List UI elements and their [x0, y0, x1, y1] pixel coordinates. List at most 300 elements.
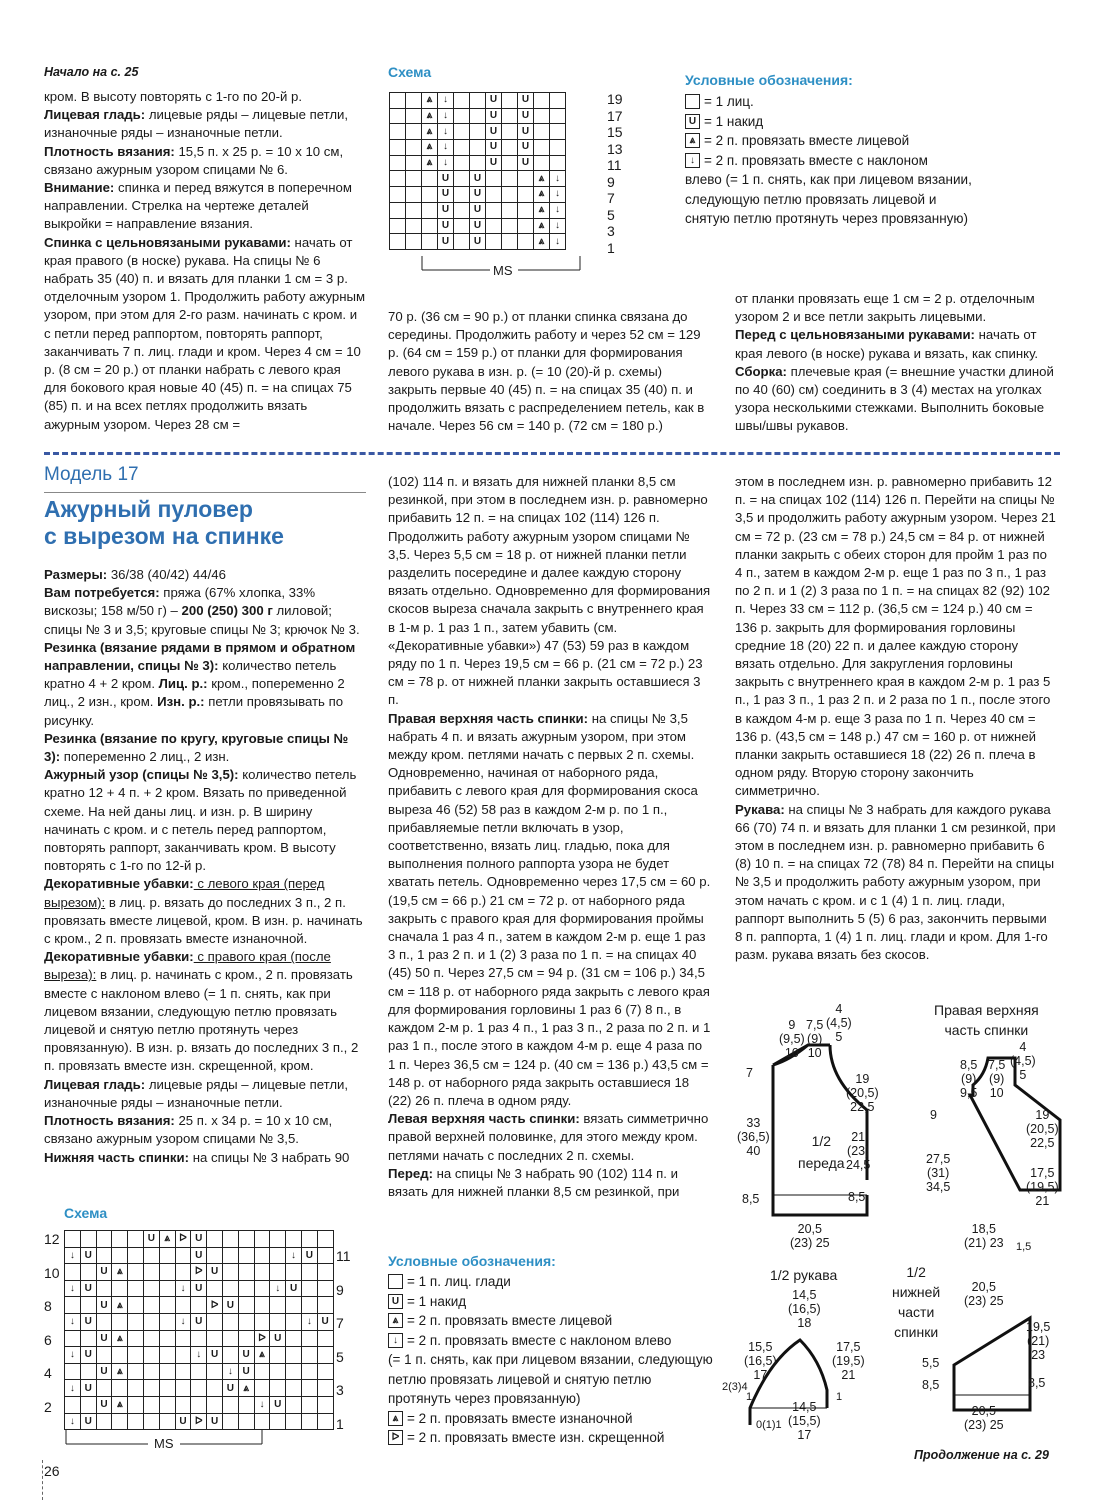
legend-item — [685, 151, 985, 171]
chart-cell — [128, 1363, 144, 1380]
chart-cell — [454, 187, 470, 203]
chart-cell: U — [191, 1247, 207, 1264]
front-bottom — [790, 1222, 830, 1250]
legend-text: = 1 лиц. — [704, 94, 754, 109]
chart-cell — [112, 1280, 128, 1297]
back-upper-top-a-2: 9,5 — [960, 1086, 978, 1100]
back-upper-top-c-0: 4 — [1019, 1040, 1027, 1054]
chart-cell — [406, 187, 422, 203]
chart-cell — [550, 140, 566, 156]
paragraph — [735, 290, 1057, 326]
back-upper-bottom-r: 1,5 — [1016, 1241, 1032, 1253]
chart-cell — [502, 93, 518, 109]
chart-cell — [96, 1380, 112, 1397]
sleeve-bottom-0: 14,5 — [792, 1400, 817, 1414]
chart-cell: U — [486, 108, 502, 124]
chart-cell — [191, 1396, 207, 1413]
model-title-line1: Ажурный пуловер — [44, 496, 253, 522]
knitting-chart-bottom — [64, 1230, 334, 1430]
chart-cell — [270, 1313, 286, 1330]
chart-cell — [159, 1413, 175, 1430]
chart-cell — [301, 1363, 317, 1380]
chart-cell — [317, 1380, 333, 1397]
chart-row-number: 5 — [336, 1348, 344, 1365]
chart-cell — [96, 1313, 112, 1330]
chart-cell — [143, 1363, 159, 1380]
chart-cell — [112, 1313, 128, 1330]
legend-symbol-icon: U — [388, 1294, 403, 1309]
paragraph — [44, 234, 366, 434]
chart-cell — [486, 171, 502, 187]
chart-cell: ⩓ — [534, 171, 550, 187]
chart-cell — [222, 1347, 238, 1364]
paragraph — [388, 473, 712, 710]
chart-cell: ᐅ — [207, 1297, 223, 1314]
back-upper-title-1: Правая верхняя — [934, 1002, 1039, 1018]
chart-cell — [65, 1396, 81, 1413]
chart-cell — [191, 1380, 207, 1397]
chart-cell — [422, 218, 438, 234]
para-text: на спицы № 3,5 набрать 4 п. и вязать ажурным узором, при этом между кром. петлями начать с первых 2 п. схемы. Одновременно, начиная от наборного ряда, прибавить с левого края для формирования скоса выреза 46 (52) 58 раз в каждом 2-м р. по 1 п., прибавляемые петли включать в узор, соответственно, вязать лиц. гладью, пока для выполнения полного раппорта узора не будет хватать петель. Одновременно через 17,5 см = 60 р. (19,5 см = 66 р.) 21 см = 72 р. от наборного ряда закрыть с правого края для формирования проймы сначала 1 раз 4 п., затем в каждом 2-м р. еще 1 раз 3 п., 1 раз 2 п. и 1 (2) 3 раза по 1 п. = на спицах 40 (45) 50 п. Через 27,5 см = 94 р. (31 см = 106 р.) 34,5 см = 118 р. от наборного ряда закрыть с левого края для формирования горловины 1 раз 6 (7) 8 п., в каждом 2-м р. 1 раз 4 п., 1 раз 3 п., 2 раза по 2 п. и 1 раз 1 п., после этого в каждом 4-м р. еще 4 раза по 1 п. Через 36,5 см = 124 р. (40 см = 136 р.) 43,5 см = 148 р. от наборного ряда закрыть оставшиеся 18 (22) 26 п. плеча в одном ряду. — [388, 710, 711, 1108]
para-text: 36/38 (40/42) 44/46 — [107, 567, 226, 582]
lower-back-right-b: 8,5 — [1028, 1376, 1046, 1390]
chart-cell: ↓ — [65, 1347, 81, 1364]
front-top-c-0: 4 — [835, 1002, 843, 1016]
chart-cell — [454, 93, 470, 109]
chart-cell: U — [143, 1231, 159, 1248]
chart-cell — [317, 1247, 333, 1264]
chart-cell: ⩓ — [422, 124, 438, 140]
para-label: Размеры: — [44, 567, 108, 582]
chart-cell — [207, 1330, 223, 1347]
para-label: Плотность вязания: — [44, 1113, 175, 1129]
chart-cell — [159, 1297, 175, 1314]
chart-cell — [128, 1330, 144, 1347]
chart-cell: U — [486, 124, 502, 140]
chart-cell — [534, 140, 550, 156]
chart-row-number: 1 — [336, 1416, 344, 1432]
chart-cell: ⩓ — [534, 202, 550, 218]
front-right-bot: 8,5 — [848, 1190, 866, 1204]
paragraph — [735, 801, 1057, 965]
chart-cell — [159, 1380, 175, 1397]
para-text: на спицы № 3 набрать 90 — [189, 1149, 350, 1165]
front-label-2: переда — [798, 1155, 845, 1171]
chart-cell: U — [238, 1363, 254, 1380]
chart-cell — [159, 1264, 175, 1281]
chart-cell: U — [317, 1313, 333, 1330]
chart-cell: U — [191, 1313, 207, 1330]
paragraph — [388, 1165, 712, 1201]
lower-back-title-2: нижней — [892, 1284, 941, 1300]
sleeve-title: 1/2 рукава — [770, 1267, 838, 1283]
sleeve-left3: 1 — [746, 1391, 753, 1403]
top-left-column — [44, 88, 366, 434]
sleeve-left-1: (16,5) — [744, 1354, 777, 1368]
chart-cell — [175, 1297, 191, 1314]
chart-cell — [422, 171, 438, 187]
front-top-a-2: 10 — [784, 1046, 799, 1060]
chart-cell — [534, 124, 550, 140]
chart-cell — [270, 1413, 286, 1430]
chart-cell — [254, 1264, 270, 1281]
right-column — [735, 473, 1057, 964]
chart-cell — [502, 155, 518, 171]
chart-cell: ⩓ — [238, 1380, 254, 1397]
chart-row-number: 6 — [44, 1331, 52, 1348]
chart-cell — [406, 234, 422, 250]
back-upper-right-top — [1026, 1108, 1059, 1150]
sleeve-right — [832, 1340, 865, 1382]
front-right-top — [846, 1072, 879, 1114]
chart-cell — [550, 124, 566, 140]
chart-cell: ↓ — [550, 234, 566, 250]
sleeve-left-0: 15,5 — [748, 1340, 773, 1354]
chart-cell — [518, 187, 534, 203]
chart-cell — [518, 202, 534, 218]
chart-cell — [406, 140, 422, 156]
back-upper-left-mid-2: 34,5 — [926, 1180, 951, 1194]
back-upper-top-a — [960, 1058, 977, 1100]
chart-row-number: 11 — [607, 157, 622, 173]
chart-cell — [175, 1264, 191, 1281]
chart-cell — [207, 1363, 223, 1380]
chart-cell — [143, 1330, 159, 1347]
chart-cell: U — [207, 1413, 223, 1430]
chart-cell: ↓ — [175, 1280, 191, 1297]
chart-cell: ↓ — [270, 1280, 286, 1297]
para-label: Декоративные убавки: — [44, 949, 194, 965]
para-label: Спинка с цельновязаными рукавами: — [44, 234, 291, 250]
front-top-b-0: 7,5 — [806, 1018, 824, 1032]
para-text: спинка и перед вяжутся в поперечном направлении. Стрелка на чертеже деталей выкройки = направление вязания. — [44, 180, 352, 232]
back-upper-top-b — [988, 1058, 1005, 1100]
chart-cell — [238, 1413, 254, 1430]
chart-cell — [222, 1396, 238, 1413]
legend-symbol-icon: ↓ — [685, 153, 700, 168]
chart-cell — [112, 1247, 128, 1264]
para-text: начать от края левого (в носке) рукава и вязать, как спинку. — [735, 327, 1039, 361]
chart-cell — [143, 1380, 159, 1397]
chart-cell: ↓ — [65, 1380, 81, 1397]
chart-cell — [390, 202, 406, 218]
chart-cell — [301, 1297, 317, 1314]
lower-back-bottom-1: (23) 25 — [964, 1418, 1004, 1432]
lower-back-title — [892, 1262, 940, 1342]
chart-cell — [128, 1247, 144, 1264]
chart-cell: ᐅ — [175, 1231, 191, 1248]
chart-row-number: 3 — [336, 1382, 344, 1399]
chart-cell: ↓ — [438, 93, 454, 109]
chart-cell — [191, 1297, 207, 1314]
chart-cell — [301, 1347, 317, 1364]
para-text: вязать симметрично правой верхней половинке, для этого между кром. петлями начать с последних 2 п. схемы. — [388, 1111, 709, 1163]
para-text: кром. В высоту повторять с 1-го по 20-й р. — [44, 89, 303, 104]
chart-cell — [534, 108, 550, 124]
chart-cell — [112, 1347, 128, 1364]
chart-cell — [207, 1380, 223, 1397]
lower-back-title-3: части — [897, 1304, 935, 1320]
chart-cell — [254, 1313, 270, 1330]
chart-cell: U — [96, 1297, 112, 1314]
chart-cell — [301, 1330, 317, 1347]
legend-text: = 2 п. провязать вместе изнаночной — [407, 1410, 633, 1426]
chart-cell — [80, 1330, 96, 1347]
chart-cell — [406, 202, 422, 218]
legend-text: = 2 п. провязать вместе лицевой — [407, 1313, 613, 1328]
chart-cell: U — [518, 140, 534, 156]
chart-cell — [191, 1330, 207, 1347]
chart-cell — [96, 1413, 112, 1430]
back-upper-left-mid-0: 27,5 — [926, 1152, 951, 1166]
chart-cell: U — [301, 1247, 317, 1264]
chart-cell — [406, 155, 422, 171]
chart-cell — [502, 202, 518, 218]
chart-cell: U — [486, 140, 502, 156]
chart-row — [65, 1347, 334, 1364]
chart-row-number: 8 — [44, 1298, 52, 1315]
schema-title-bottom: Схема — [64, 1205, 108, 1221]
legend-text: = 2 п. провязать вместе изн. скрещенной — [407, 1430, 665, 1445]
chart-cell — [286, 1396, 302, 1413]
paragraph — [44, 584, 366, 639]
legend-symbol-icon: ⩓ — [685, 133, 700, 148]
paragraph — [44, 106, 366, 142]
chart-cell: ↓ — [65, 1413, 81, 1430]
lower-back-title-1: 1/2 — [906, 1264, 926, 1280]
paragraph — [44, 1149, 366, 1167]
legend-item — [685, 112, 985, 132]
chart-cell — [470, 140, 486, 156]
chart-cell — [422, 202, 438, 218]
chart-cell: U — [438, 218, 454, 234]
front-top-c-2: 5 — [835, 1030, 843, 1044]
back-upper-right-mid-1: (19,5) — [1026, 1180, 1059, 1194]
para-text: в лиц. р. вязать до последних 3 п., 2 п. провязать вместе лицевой, кром. В изн. р. начинать с кром., 2 п. провязать вместе изнаночной. — [44, 894, 363, 947]
para-label: Левая верхняя часть спинки: — [388, 1111, 580, 1127]
chart-cell — [222, 1247, 238, 1264]
front-top-a-1: (9,5) — [779, 1032, 805, 1046]
chart-cell — [502, 234, 518, 250]
chart-cell — [502, 108, 518, 124]
chart-row-number: 7 — [336, 1315, 344, 1332]
chart-cell — [159, 1280, 175, 1297]
chart-cell — [222, 1231, 238, 1248]
chart-cell — [454, 155, 470, 171]
chart-cell: ↓ — [438, 140, 454, 156]
para-text: лицевые ряды – лицевые петли, изнаночные ряды – изнаночные петли. — [44, 107, 349, 141]
chart-cell: ↓ — [438, 108, 454, 124]
chart-cell: ↓ — [191, 1347, 207, 1364]
para-label: Лицевая гладь: — [44, 107, 146, 123]
paragraph — [735, 363, 1057, 436]
back-upper-top-a-0: 8,5 — [960, 1058, 978, 1072]
chart-cell: U — [470, 234, 486, 250]
legend-item — [388, 1428, 718, 1448]
footer-rule — [42, 1460, 43, 1500]
para-text: количество петель кратно 4 + 2 кром. — [44, 658, 337, 692]
left-column — [44, 566, 366, 1167]
front-right-top-1: (20,5) — [846, 1086, 879, 1100]
chart-cell — [270, 1247, 286, 1264]
chart-cell: ↓ — [65, 1313, 81, 1330]
back-upper-bottom — [964, 1222, 1004, 1250]
chart-cell — [222, 1280, 238, 1297]
chart-cell — [422, 187, 438, 203]
sleeve-top-2: 18 — [797, 1316, 812, 1330]
legend-symbol-icon — [388, 1274, 403, 1289]
chart-cell — [406, 108, 422, 124]
para-label: Вам потребуется: — [44, 585, 160, 601]
back-upper-top-c-2: 5 — [1019, 1068, 1027, 1082]
paragraph — [44, 948, 366, 1075]
legend-text: = 2 п. провязать вместе лицевой — [704, 133, 910, 148]
chart-cell — [454, 124, 470, 140]
sleeve-left-2: 17 — [753, 1368, 768, 1382]
chart-cell: ↓ — [254, 1396, 270, 1413]
chart-cell: U — [438, 202, 454, 218]
para-text: количество петель кратно 12 + 4 п. + 2 кром. Вязать по приведенной схеме. На ней даны лиц. и изн. р. В ширину начинать с кром. и с петель перед раппортом, повторять раппорт, заканчивать кром. В высоту повторять с 1-го по 12-й р. — [44, 767, 357, 874]
sleeve-top-1: (16,5) — [788, 1302, 821, 1316]
paragraph — [44, 88, 366, 106]
front-right-mid-0: 21 — [851, 1130, 866, 1144]
legend-top — [685, 92, 985, 170]
chart-cell — [502, 140, 518, 156]
schema-title-top: Схема — [388, 64, 432, 80]
lower-back-right — [1026, 1320, 1050, 1362]
chart-row — [65, 1247, 334, 1264]
lower-back-top-1: (23) 25 — [964, 1294, 1004, 1308]
chart-cell — [470, 108, 486, 124]
chart-cell — [286, 1347, 302, 1364]
chart-cell — [286, 1264, 302, 1281]
page-number: 26 — [44, 1463, 60, 1479]
back-upper-right-top-2: 22,5 — [1030, 1136, 1055, 1150]
chart-cell: U — [518, 155, 534, 171]
chart-cell — [390, 93, 406, 109]
para-label: Лицевая гладь: — [44, 1076, 146, 1092]
section-separator — [44, 452, 1060, 455]
chart-cell — [222, 1330, 238, 1347]
chart-cell: ↓ — [222, 1363, 238, 1380]
para-label: Правая верхняя часть спинки: — [388, 710, 589, 726]
chart-cell — [550, 155, 566, 171]
paragraph — [388, 710, 712, 1110]
chart-cell: ↓ — [550, 187, 566, 203]
chart-cell — [96, 1347, 112, 1364]
chart-cell — [317, 1231, 333, 1248]
chart-cell: U — [80, 1380, 96, 1397]
lower-back-bottom-0: 20,5 — [971, 1404, 996, 1418]
chart-cell — [96, 1280, 112, 1297]
lower-back-title-4: спинки — [894, 1324, 939, 1340]
chart-row — [65, 1231, 334, 1248]
legend-symbol-icon: ↓ — [388, 1333, 403, 1348]
chart-cell: ⩓ — [422, 108, 438, 124]
sleeve-top — [788, 1288, 821, 1330]
repeat-label-bottom: MS — [154, 1436, 174, 1451]
back-upper-top-c — [1010, 1040, 1036, 1082]
paragraph — [44, 179, 366, 234]
back-upper-top-a-1: (9) — [961, 1072, 977, 1086]
chart-cell: U — [438, 187, 454, 203]
chart-cell — [301, 1413, 317, 1430]
legend-text: = 2 п. провязать вместе с наклоном — [704, 152, 928, 168]
chart-cell — [159, 1347, 175, 1364]
chart-row — [390, 155, 566, 171]
chart-row — [65, 1330, 334, 1347]
para-text: попеременно 2 лиц., 2 изн. — [60, 749, 230, 765]
chart-cell — [406, 171, 422, 187]
chart-cell — [301, 1264, 317, 1281]
front-left-mid-1: (36,5) — [737, 1130, 770, 1144]
legend-symbol-icon: U — [685, 114, 700, 129]
chart-cell: ↓ — [550, 218, 566, 234]
chart-cell: ᐅ — [254, 1330, 270, 1347]
chart-cell — [238, 1313, 254, 1330]
chart-cell — [454, 171, 470, 187]
back-upper-left-mid — [926, 1152, 950, 1194]
back-upper-left-mid-1: (31) — [927, 1166, 950, 1180]
chart-cell: U — [96, 1363, 112, 1380]
chart-cell — [470, 124, 486, 140]
chart-cell — [486, 218, 502, 234]
chart-cell — [390, 124, 406, 140]
lower-back-bottom — [964, 1404, 1004, 1432]
front-right-top-0: 19 — [855, 1072, 870, 1086]
chart-cell — [175, 1247, 191, 1264]
chart-row-number: 13 — [607, 140, 623, 157]
paragraph — [44, 1112, 366, 1148]
chart-cell — [270, 1380, 286, 1397]
chart-cell: U — [470, 218, 486, 234]
chart-cell: ↓ — [550, 202, 566, 218]
chart-cell — [96, 1247, 112, 1264]
chart-cell — [143, 1280, 159, 1297]
chart-cell — [317, 1347, 333, 1364]
chart-cell — [254, 1380, 270, 1397]
chart-cell — [159, 1313, 175, 1330]
chart-cell: U — [518, 124, 534, 140]
chart-cell: ⩓ — [422, 155, 438, 171]
chart-cell — [502, 171, 518, 187]
chart-row — [65, 1313, 334, 1330]
chart-cell — [143, 1247, 159, 1264]
chart-row — [65, 1413, 334, 1430]
chart-cell — [143, 1264, 159, 1281]
chart-cell — [207, 1247, 223, 1264]
chart-cell: U — [270, 1396, 286, 1413]
sleeve-bottom — [788, 1400, 821, 1442]
chart-cell: ⩓ — [422, 140, 438, 156]
model-title — [44, 496, 284, 550]
legend-item — [388, 1292, 718, 1312]
chart-cell — [286, 1231, 302, 1248]
lower-back-top — [964, 1280, 1004, 1308]
para-text: этом в последнем изн. р. равномерно прибавить 12 п. = на спицах 102 (114) 126 п. Перейти на спицы № 3,5 и продолжить работу ажурным узором. Через 21 см = 72 р. (23 см = 78 р.) 24,5 см = 84 р. от нижней планки закрыть с обеих сторон для пройм 1 раз по 4 п., затем в каждом 2-м р. еще 1 раз по 3 п., 1 раз по 2 п. и 1 (2) 3 раза по 1 п. = на спицах 82 (92) 102 п. Через 33 см = 112 р. (36,5 см = 124 р.) 40 см = 136 р. закрыть для формирования горловины средние 18 (20) 22 п. и далее каждую сторону вязать отдельно. Для закругления горловины закрыть с внутреннего края в каждом 2-м р. 1 раз 5 п., 1 раз 3 п., 1 раз 2 п. и 2 раза по 1 п., после этого в каждом 4-м р. еще 3 раза по 1 п. Через 40 см = 136 р. (43,5 см = 148 р.) 47 см = 160 р. от нижней планки закрыть оставшиеся 18 (22) 26 п. плеча в одном ряду. Вторую сторону закончить симметрично. — [735, 474, 1056, 799]
back-upper-right-mid-2: 21 — [1035, 1194, 1050, 1208]
chart-cell: U — [80, 1280, 96, 1297]
para-text: на спицы № 3 набрать для каждого рукава 66 (70) 74 п. и вязать для планки 1 см резинкой, при этом в последнем изн. р. равномерно прибавить 6 (8) 10 п. = на спицах 72 (78) 84 п. Перейти на спицы № 3,5 и продолжить работу ажурным узором, при этом начать с кром. и с 1 (4) 1 п. лиц. глади, раппорт выполнить 5 (5) 6 раз, закончить первыми 8 п. раппорта, 1 (4) 1 п. лиц. глади и кром. Для 1-го разм. рукава вязать без скосов. — [735, 801, 1056, 963]
para-label: Изн. р.: — [157, 694, 205, 710]
chart-cell — [159, 1396, 175, 1413]
chart-row — [390, 218, 566, 234]
front-right-top-2: 22,5 — [850, 1100, 875, 1114]
chart-cell — [238, 1264, 254, 1281]
continued-note: Продолжение на с. 29 — [914, 1448, 1049, 1462]
chart-cell — [143, 1413, 159, 1430]
para-label: Резинка (вязание рядами в прямом и обратном направлении, спицы № 3): — [44, 639, 356, 674]
